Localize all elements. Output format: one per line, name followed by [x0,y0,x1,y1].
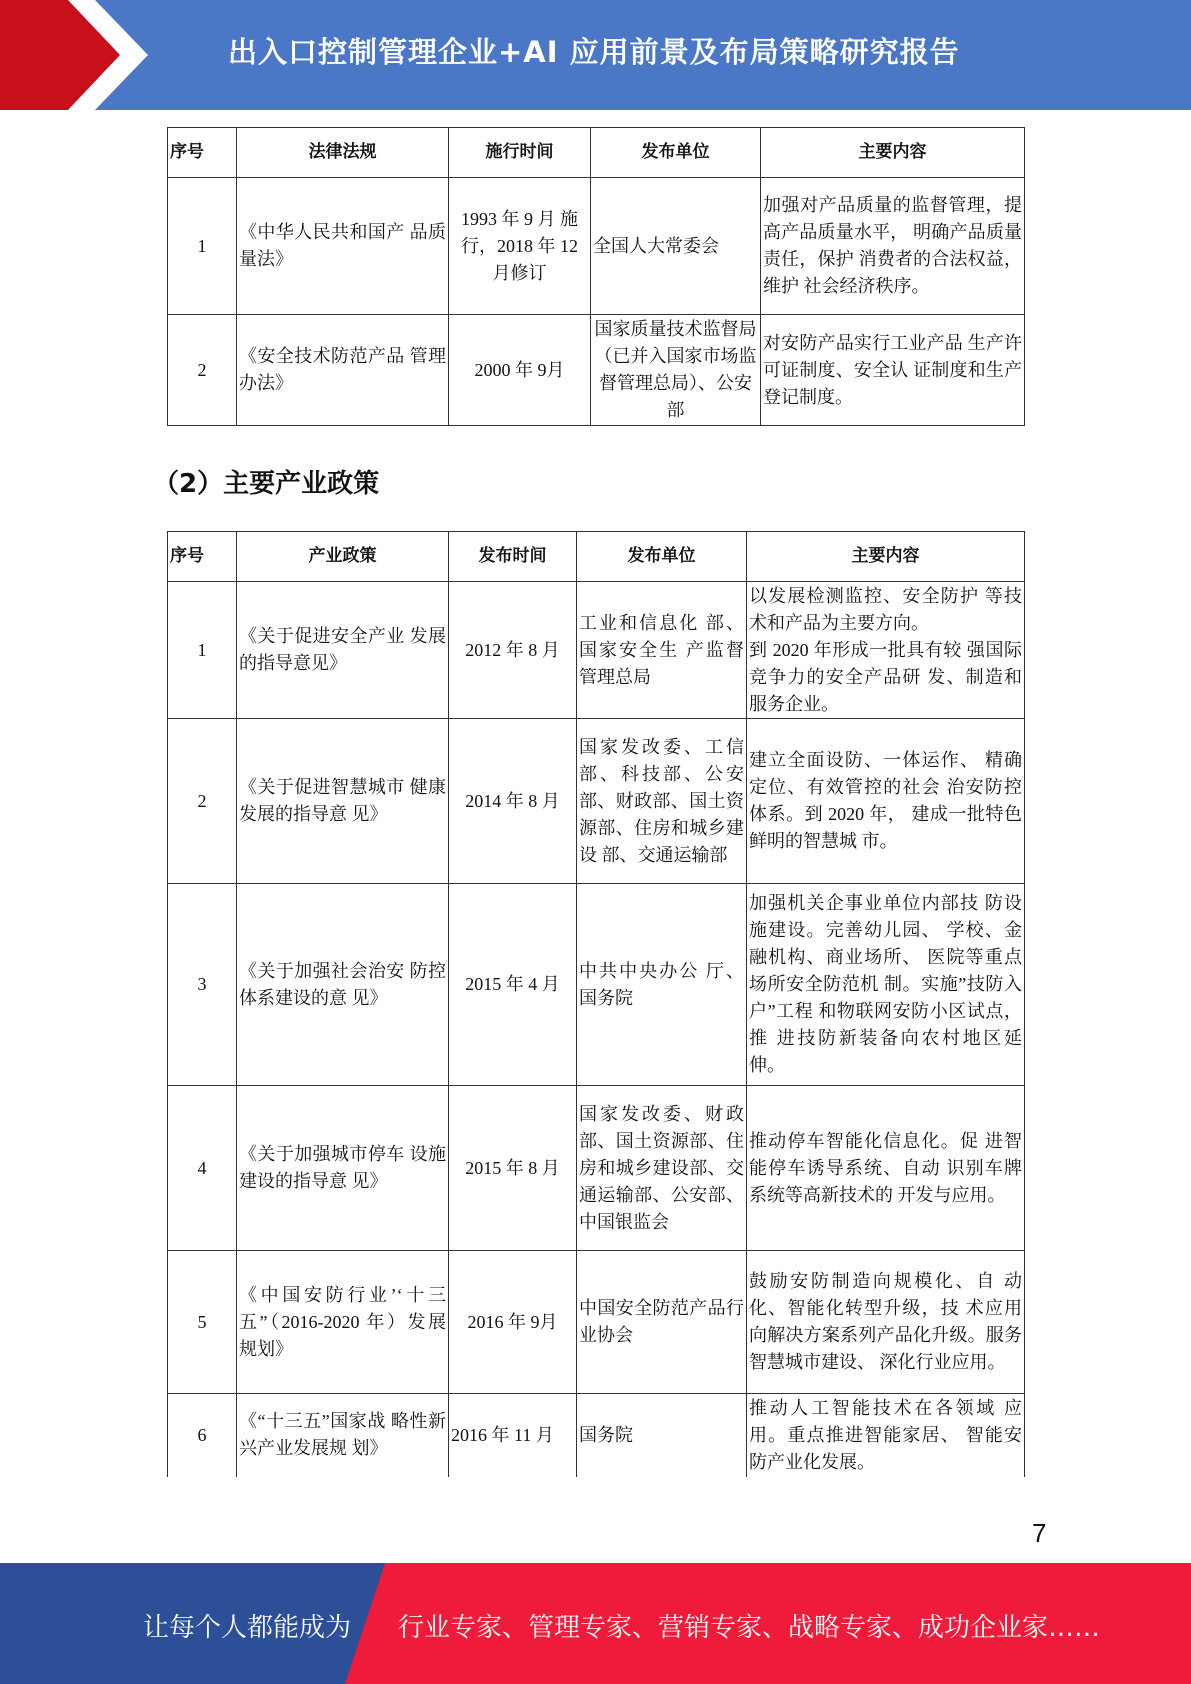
table-row [168,178,1025,315]
table-header-row [168,128,1025,178]
column-header: 序号 [168,128,237,178]
content-line: 推动人工智能技术在各领域 应用。重点推进智能家居、 智能安防产业化发展。 [749,1397,1022,1472]
main-content: 对安防产品实行工业产品 生产许可证制度、安全认 证制度和生产登记制度。 [761,315,1025,426]
policy-name: 《关于加强城市停车 设施建设的指导意 见》 [237,1086,449,1251]
issuer: 工业和信息化 部、国家安全生 产监督管理总局 [577,582,747,719]
column-header: 序号 [168,532,237,582]
table-row [168,582,1025,719]
main-content [747,582,1025,719]
table-row [168,1251,1025,1394]
column-header: 法律法规 [237,128,449,178]
law-name: 《中华人民共和国产 品质量法》 [237,178,449,315]
issuer: 中共中央办公 厅、国务院 [577,884,747,1086]
main-content: 加强对产品质量的监督管理，提高产品质量水平， 明确产品质量责任，保护 消费者的合法权益，维护 社会经济秩序。 [761,178,1025,315]
publish-date: 2016 年 11 月 [449,1394,577,1477]
main-content [747,719,1025,884]
column-header: 主要内容 [761,128,1025,178]
content-line: 以发展检测监控、安全防护 等技术和产品为主要方向。 [749,585,1022,633]
table-row [168,1394,1025,1477]
issuer: 中国安全防范产品行业协会 [577,1251,747,1394]
effective-date: 1993 年 9 月 施行，2018 年 12 月修订 [449,178,591,315]
issuer: 国务院 [577,1394,747,1477]
row-number: 5 [168,1251,237,1394]
row-number: 6 [168,1394,237,1477]
column-header: 产业政策 [237,532,449,582]
row-number: 1 [168,178,237,315]
content-line: 加强机关企事业单位内部技 防设施建设。完善幼儿园、 学校、金融机构、商业场所、 医院等重点场所安全防范机 制。实施”技防入户”工程 和物联网安防小区试点，推 进技防新装备向农村地区延 伸。 [749,893,1022,1075]
policy-table [167,531,1025,1477]
footer-slogan-left: 让每个人都能成为 [143,1613,352,1643]
row-number: 4 [168,1086,237,1251]
publish-date: 2014 年 8 月 [449,719,577,884]
row-number: 2 [168,719,237,884]
content-line: 推动停车智能化信息化。促 进智能停车诱导系统、自动 识别车牌系统等高新技术的 开发与应用。 [749,1130,1022,1205]
table-row [168,1086,1025,1251]
policy-name: 《关于促进安全产业 发展的指导意见》 [237,582,449,719]
column-header: 发布单位 [591,128,761,178]
laws-table [167,127,1025,426]
page-header [0,0,1191,110]
table-header-row [168,532,1025,582]
row-number: 1 [168,582,237,719]
issuer: 全国人大常委会 [591,178,761,315]
table-row [168,884,1025,1086]
issuer: 国家质量技术监督局（已并入国家市场监督管理总局）、公安部 [591,315,761,426]
column-header: 主要内容 [747,532,1025,582]
content-line: 到 2020 年形成一批具有较 强国际竞争力的安全产品研 发、制造和服务企业。 [749,639,1022,714]
column-header: 施行时间 [449,128,591,178]
publish-date: 2015 年 8 月 [449,1086,577,1251]
effective-date: 2000 年 9月 [449,315,591,426]
row-number: 2 [168,315,237,426]
publish-date: 2012 年 8 月 [449,582,577,719]
content-line: 鼓励安防制造向规模化、自 动化、智能化转型升级，技 术应用向解决方案系列产品化升级。服务智慧城市建设、 深化行业应用。 [749,1271,1022,1372]
issuer: 国家发改委、工信部、科技部、公安部、财政部、国土资源部、住房和城乡建设 部、交通运输部 [577,719,747,884]
page-number: 7 [1032,1518,1047,1548]
main-content [747,1251,1025,1394]
table-row [168,315,1025,426]
main-content [747,1086,1025,1251]
table-row [168,719,1025,884]
report-title: 出入口控制管理企业+AI 应用前景及布局策略研究报告 [228,35,960,69]
main-content [747,1394,1025,1477]
issuer: 国家发改委、财政部、国土资源部、住房和城乡建设部、交通运输部、公安部、中国银监会 [577,1086,747,1251]
law-name: 《安全技术防范产品 管理办法》 [237,315,449,426]
publish-date: 2015 年 4 月 [449,884,577,1086]
column-header: 发布单位 [577,532,747,582]
main-content [747,884,1025,1086]
policy-name: 《“十三五”国家战 略性新兴产业发展规 划》 [237,1394,449,1477]
policy-name: 《关于促进智慧城市 健康发展的指导意 见》 [237,719,449,884]
column-header: 发布时间 [449,532,577,582]
section-heading: （2）主要产业政策 [153,469,380,499]
page-footer [0,1563,1191,1684]
policy-name: 《关于加强社会治安 防控体系建设的意 见》 [237,884,449,1086]
content-line: 建立全面设防、一体运作、 精确定位、有效管控的社会 治安防控体系。到 2020 年， 建成一批特色鲜明的智慧城 市。 [749,750,1022,851]
footer-slogan-right: 行业专家、管理专家、营销专家、战略专家、成功企业家…… [398,1613,1101,1643]
publish-date: 2016 年 9月 [449,1251,577,1394]
row-number: 3 [168,884,237,1086]
policy-name: 《中国安防行业’‘十三五”（2016-2020 年）发展规划》 [237,1251,449,1394]
